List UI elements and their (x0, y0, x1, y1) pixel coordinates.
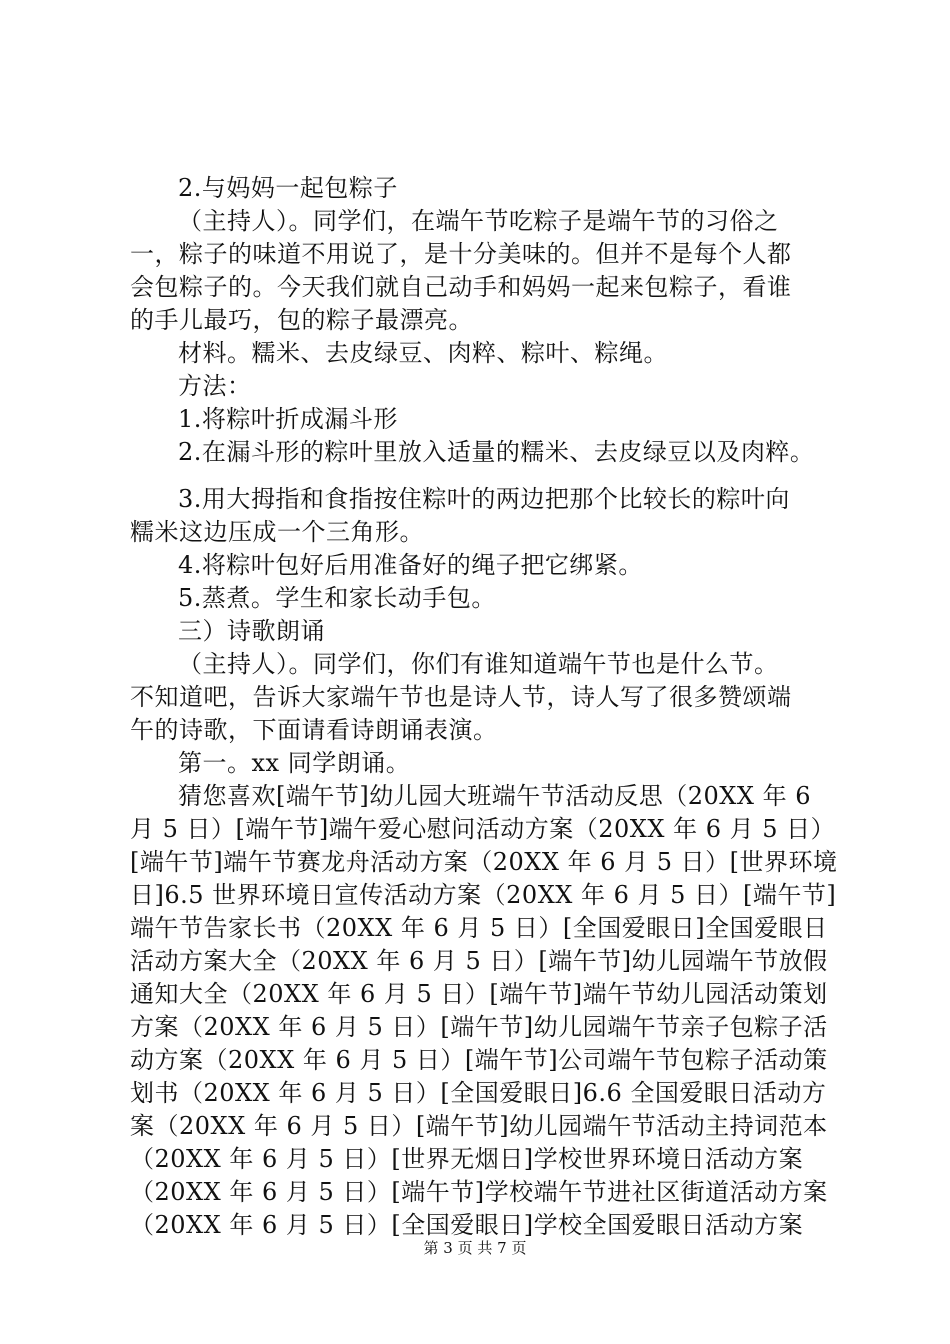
paragraph-line: 午的诗歌，下面请看诗朗诵表演。 (130, 716, 498, 744)
related-articles-line: 方案（20XX 年 6 月 5 日）[端午节]幼儿园端午节亲子包粽子活 (130, 1013, 828, 1041)
related-articles-line: 案（20XX 年 6 月 5 日）[端午节]幼儿园端午节活动主持词范本 (130, 1112, 828, 1140)
materials-line: 材料。糯米、去皮绿豆、肉粹、粽叶、粽绳。 (178, 339, 668, 367)
page-number: 第 3 页 共 7 页 (423, 1239, 527, 1257)
method-step: 5.蒸煮。学生和家长动手包。 (178, 584, 496, 612)
paragraph-line: 第一。xx 同学朗诵。 (178, 749, 411, 777)
method-step: 3.用大拇指和食指按住粽叶的两边把那个比较长的粽叶向 (178, 485, 790, 513)
method-step: 1.将粽叶折成漏斗形 (178, 405, 398, 433)
paragraph-line: （主持人）。同学们，在端午节吃粽子是端午节的习俗之 (178, 207, 779, 235)
method-step: 2.在漏斗形的粽叶里放入适量的糯米、去皮绿豆以及肉粹。 (178, 438, 815, 466)
related-articles-line: （20XX 年 6 月 5 日）[全国爱眼日]学校全国爱眼日活动方案 (130, 1211, 804, 1239)
related-articles-line: （20XX 年 6 月 5 日）[端午节]学校端午节进社区街道活动方案 (130, 1178, 828, 1206)
paragraph-line: 的手儿最巧，包的粽子最漂亮。 (130, 306, 473, 334)
related-articles-line: 动方案（20XX 年 6 月 5 日）[端午节]公司端午节包粽子活动策 (130, 1046, 828, 1074)
related-articles-line: 通知大全（20XX 年 6 月 5 日）[端午节]端午节幼儿园活动策划 (130, 980, 828, 1008)
page-footer (0, 1238, 950, 1258)
document-body (130, 172, 840, 1242)
method-step-continued: 糯米这边压成一个三角形。 (130, 518, 424, 546)
related-articles-line: （20XX 年 6 月 5 日）[世界无烟日]学校世界环境日活动方案 (130, 1145, 804, 1173)
related-articles-line: 月 5 日）[端午节]端午爱心慰问活动方案（20XX 年 6 月 5 日） (130, 815, 836, 843)
paragraph-line: 不知道吧，告诉大家端午节也是诗人节，诗人写了很多赞颂端 (130, 683, 792, 711)
related-articles-line: 猜您喜欢[端午节]幼儿园大班端午节活动反思（20XX 年 6 (178, 782, 811, 810)
paragraph-line: 一，粽子的味道不用说了，是十分美味的。但并不是每个人都 (130, 240, 792, 268)
related-articles-line: 活动方案大全（20XX 年 6 月 5 日）[端午节]幼儿园端午节放假 (130, 947, 828, 975)
paragraph-line: 会包粽子的。今天我们就自己动手和妈妈一起来包粽子，看谁 (130, 273, 792, 301)
related-articles-line: 日]6.5 世界环境日宣传活动方案（20XX 年 6 月 5 日）[端午节] (130, 881, 837, 909)
method-step: 4.将粽叶包好后用准备好的绳子把它绑紧。 (178, 551, 643, 579)
related-articles-line: [端午节]端午节赛龙舟活动方案（20XX 年 6 月 5 日）[世界环境 (130, 848, 838, 876)
section-heading: 三）诗歌朗诵 (178, 617, 325, 645)
step-heading: 2.与妈妈一起包粽子 (178, 174, 398, 202)
related-articles-line: 划书（20XX 年 6 月 5 日）[全国爱眼日]6.6 全国爱眼日活动方 (130, 1079, 827, 1107)
method-heading: 方法： (178, 372, 252, 400)
paragraph-line: （主持人）。同学们，你们有谁知道端午节也是什么节。 (178, 650, 779, 678)
related-articles-line: 端午节告家长书（20XX 年 6 月 5 日）[全国爱眼日]全国爱眼日 (130, 914, 828, 942)
